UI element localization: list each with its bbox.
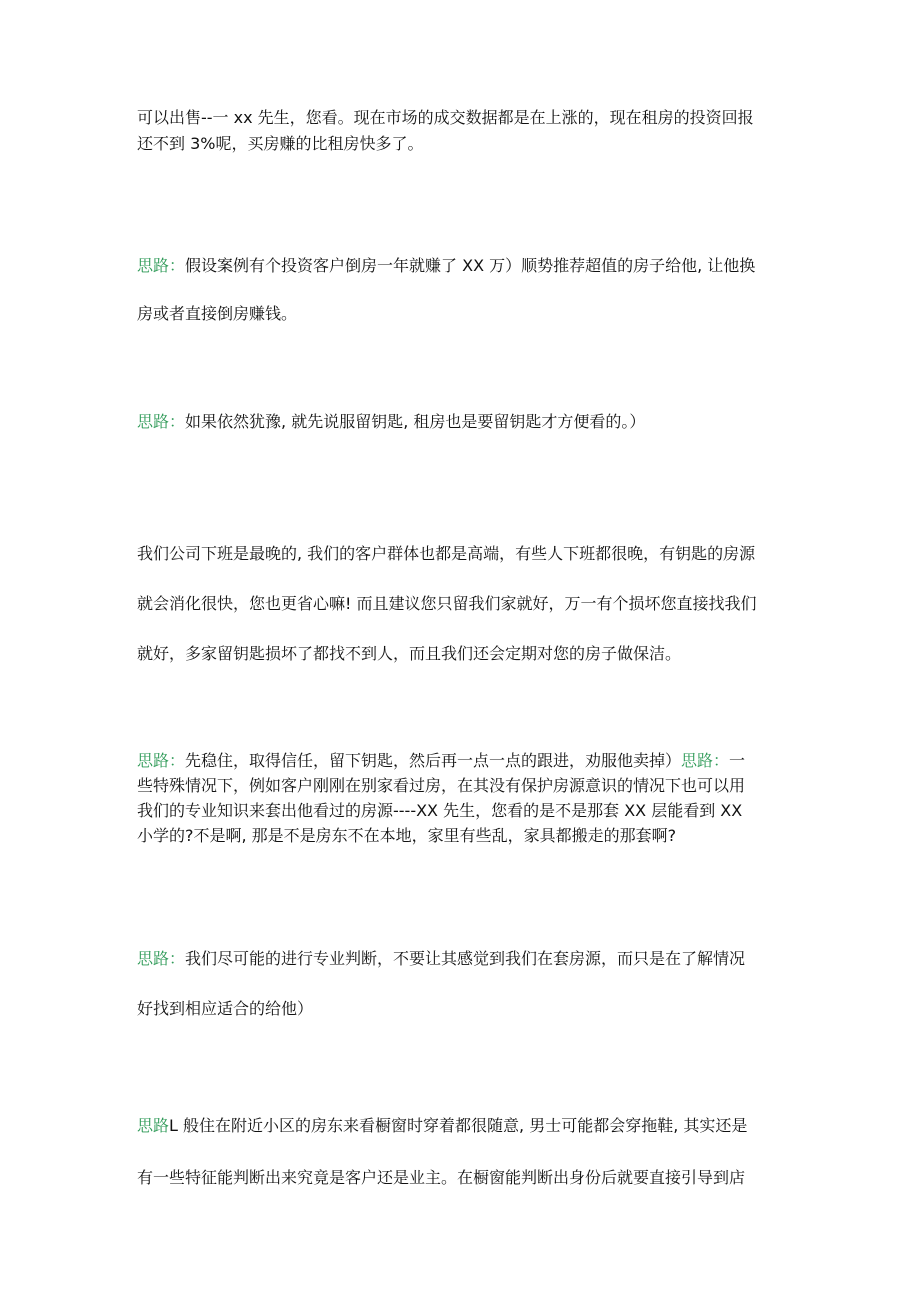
text-line: 小学的?不是啊, 那是不是房东不在本地，家里有些乱，家具都搬走的那套啊? [137,826,677,845]
text-line: 就好，多家留钥匙损坏了都找不到人，而且我们还会定期对您的房子做保洁。 [137,644,682,663]
text: 如果依然犹豫, 就先说服留钥匙, 租房也是要留钥匙才方便看的。） [185,412,646,431]
thinking-paragraph [137,748,787,848]
text-line: 我们公司下班是最晚的, 我们的客户群体也都是高端，有些人下班都很晚，有钥匙的房源 [137,544,756,563]
text: L 般住在附近小区的房东来看橱窗时穿着都很随意, 男士可能都会穿拖鞋, 其实还是 [169,1116,748,1135]
text-line: 有一些特征能判断出来究竟是客户还是业主。在橱窗能判断出身份后就要直接引导到店 [137,1168,746,1187]
thinking-paragraph [137,409,787,435]
text-line: 我们的专业知识来套出他看过的房源----XX 先生，您看的是不是那套 XX 层能看到 XX [137,801,743,820]
text-line: 房或者直接倒房赚钱。 [137,304,298,323]
thinking-label: 思路： [137,256,186,275]
text: 先稳住，取得信任，留下钥匙，然后再一点一点的跟进，劝服他卖掉） [185,751,682,770]
thinking-paragraph [137,1100,787,1204]
thinking-label: 思路： [137,949,186,968]
thinking-label: 思路： [137,412,186,431]
text: 一 [729,751,746,770]
text: 假设案例有个投资客户倒房一年就赚了 XX 万）顺势推荐超值的房子给他, 让他换 [185,256,756,275]
text-line [137,934,787,984]
thinking-paragraph [137,242,787,338]
thinking-label: 思路 [137,1116,170,1135]
paragraph [137,529,787,679]
text-line: 好找到相应适合的给他） [137,999,314,1018]
text-line: 还不到 3%呢，买房赚的比租房快多了。 [137,134,424,153]
text-line: 就会消化很快，您也更省心嘛! 而且建议您只留我们家就好，万一有个损坏您直接找我们 [137,594,757,613]
thinking-label: 思路： [137,751,186,770]
text-line [137,409,787,435]
text-line: 可以出售--一 xx 先生，您看。现在市场的成交数据都是在上涨的，现在租房的投资回报 [137,108,754,127]
text-line [137,242,787,290]
text-line [137,748,787,773]
text: 我们尽可能的进行专业判断，不要让其感觉到我们在套房源，而只是在了解情况 [185,949,746,968]
thinking-paragraph [137,934,787,1034]
thinking-label: 思路： [681,751,730,770]
paragraph [137,105,787,157]
text-line: 些特殊情况下，例如客户刚刚在别家看过房，在其没有保护房源意识的情况下也可以用 [137,776,746,795]
text-line [137,1100,787,1152]
